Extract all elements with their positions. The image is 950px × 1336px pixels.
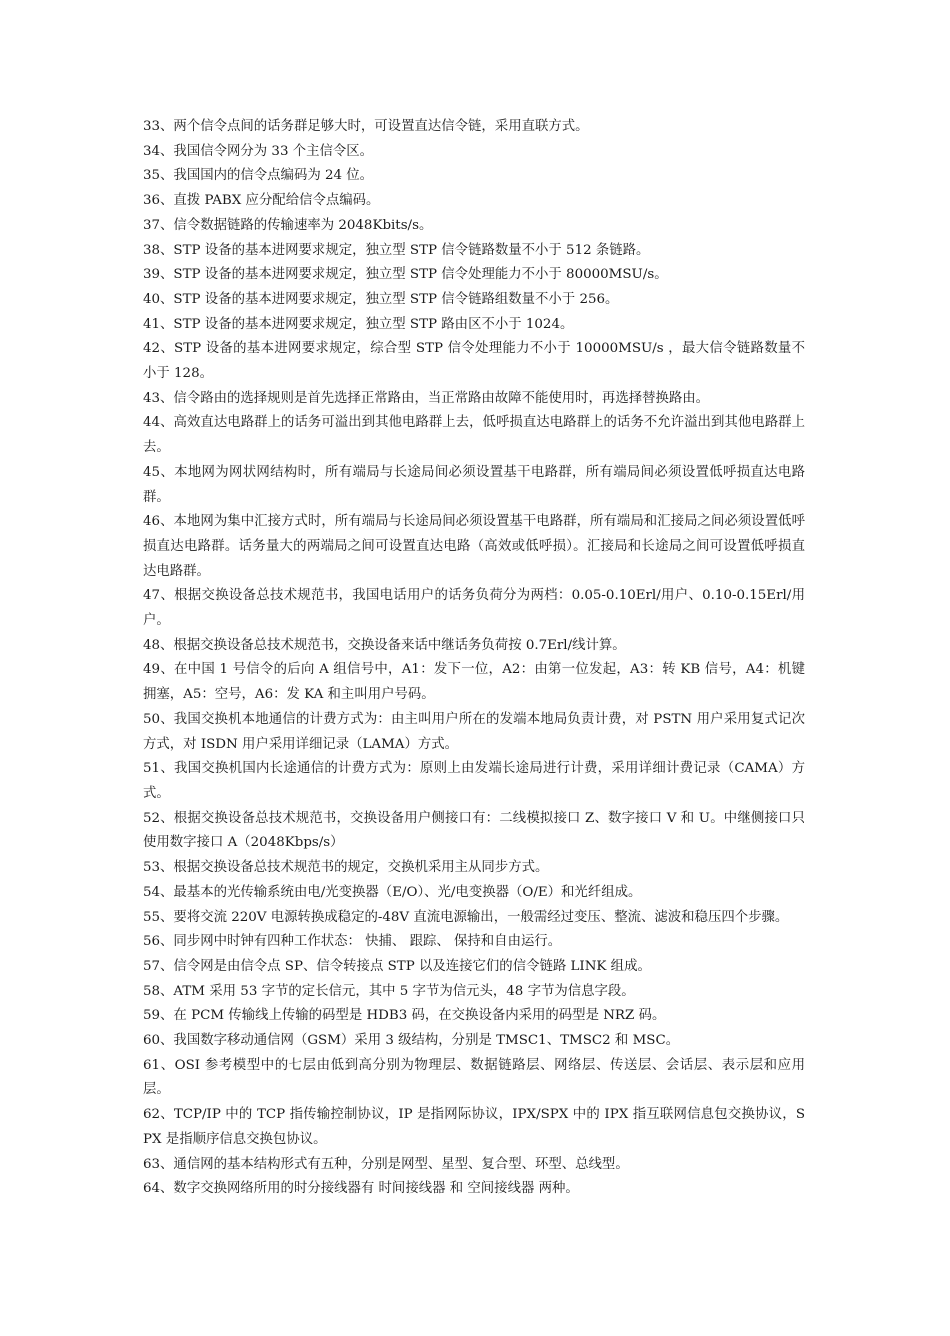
list-item: 59、在 PCM 传输线上传输的码型是 HDB3 码，在交换设备内采用的码型是 NRZ 码。 — [143, 1008, 666, 1024]
list-item: 48、根据交换设备总技术规范书，交换设备来话中继话务负荷按 0.7Erl/线计算。 — [143, 637, 626, 653]
list-item: 42、STP 设备的基本进网要求规定，综合型 STP 信令处理能力不小于 10000MSU/s ，最大信令链路数量不小于 128。 — [143, 341, 805, 382]
list-item: 46、本地网为集中汇接方式时，所有端局与长途局间必须设置基干电路群，所有端局和汇接局之间必须设置低呼损直达电路群。话务量大的两端局之间可设置直达电路（高效或低呼损）。汇接局和长途局之间可设置低呼损直达电路群。 — [143, 514, 805, 579]
list-item: 51、我国交换机国内长途通信的计费方式为：原则上由发端长途局进行计费，采用详细计费记录（CAMA）方式。 — [143, 761, 805, 801]
list-item: 36、直拨 PABX 应分配给信令点编码。 — [143, 193, 380, 209]
list-item: 39、STP 设备的基本进网要求规定，独立型 STP 信令处理能力不小于 80000MSU/s。 — [143, 267, 668, 283]
list-item: 54、最基本的光传输系统由电/光变换器（E/O）、光/电变换器（O/E）和光纤组成。 — [143, 884, 642, 900]
list-item: 45、本地网为网状网结构时，所有端局与长途局间必须设置基干电路群，所有端局间必须设置低呼损直达电路群。 — [143, 464, 805, 505]
list-item: 64、数字交换网络所用的时分接线器有 时间接线器 和 空间接线器 两种。 — [143, 1181, 579, 1197]
list-item: 34、我国信令网分为 33 个主信令区。 — [143, 143, 374, 159]
list-item: 50、我国交换机本地通信的计费方式为：由主叫用户所在的发端本地局负责计费，对 PSTN 用户采用复式记次方式，对 ISDN 用户采用详细记录（LAMA）方式。 — [143, 711, 805, 752]
list-item: 56、同步网中时钟有四种工作状态： 快捕、 跟踪、 保持和自由运行。 — [143, 934, 562, 950]
list-item: 41、STP 设备的基本进网要求规定，独立型 STP 路由区不小于 1024。 — [143, 316, 574, 332]
list-item: 49、在中国 1 号信令的后向 A 组信号中，A1：发下一位，A2：由第一位发起，A3：转 KB 信号，A4：机键拥塞，A5：空号，A6：发 KA 和主叫用户号码。 — [143, 662, 805, 703]
list-item: 63、通信网的基本结构形式有五种，分别是网型、星型、复合型、环型、总线型。 — [143, 1156, 629, 1172]
list-item: 33、两个信令点间的话务群足够大时，可设置直达信令链，采用直联方式。 — [143, 119, 589, 134]
list-item: 53、根据交换设备总技术规范书的规定，交换机采用主从同步方式。 — [143, 860, 549, 876]
list-item: 52、根据交换设备总技术规范书，交换设备用户侧接口有：二线模拟接口 Z、数字接口 V 和 U。中继侧接口只使用数字接口 A（2048Kbps/s） — [143, 810, 805, 851]
list-item: 35、我国国内的信令点编码为 24 位。 — [143, 168, 374, 184]
document-body — [143, 115, 805, 1202]
list-item: 38、STP 设备的基本进网要求规定，独立型 STP 信令链路数量不小于 512 条链路。 — [143, 242, 650, 258]
list-item: 60、我国数字移动通信网（GSM）采用 3 级结构，分别是 TMSC1、TMSC2 和 MSC。 — [143, 1033, 680, 1049]
list-item: 43、信令路由的选择规则是首先选择正常路由，当正常路由故障不能使用时，再选择替换路由。 — [143, 390, 710, 406]
list-item: 40、STP 设备的基本进网要求规定，独立型 STP 信令链路组数量不小于 256。 — [143, 291, 619, 307]
list-item: 61、OSI 参考模型中的七层由低到高分别为物理层、数据链路层、网络层、传送层、会话层、表示层和应用层。 — [143, 1057, 805, 1098]
list-item: 47、根据交换设备总技术规范书，我国电话用户的话务负荷分为两档：0.05-0.10Erl/用户、0.10-0.15Erl/用户。 — [143, 588, 805, 629]
list-item: 57、信令网是由信令点 SP、信令转接点 STP 以及连接它们的信令链路 LINK 组成。 — [143, 958, 651, 974]
list-item: 37、信令数据链路的传输速率为 2048Kbits/s。 — [143, 217, 433, 233]
list-item: 44、高效直达电路群上的话务可溢出到其他电路群上去，低呼损直达电路群上的话务不允许溢出到其他电路群上去。 — [143, 415, 805, 456]
list-item: 62、TCP/IP 中的 TCP 指传输控制协议，IP 是指网际协议，IPX/SPX 中的 IPX 指互联网信息包交换协议，SPX 是指顺序信息交换包协议。 — [143, 1107, 805, 1147]
list-item: 55、要将交流 220V 电源转换成稳定的-48V 直流电源输出，一般需经过变压、整流、滤波和稳压四个步骤。 — [143, 909, 789, 925]
list-item: 58、ATM 采用 53 字节的定长信元，其中 5 字节为信元头，48 字节为信息字段。 — [143, 983, 635, 999]
